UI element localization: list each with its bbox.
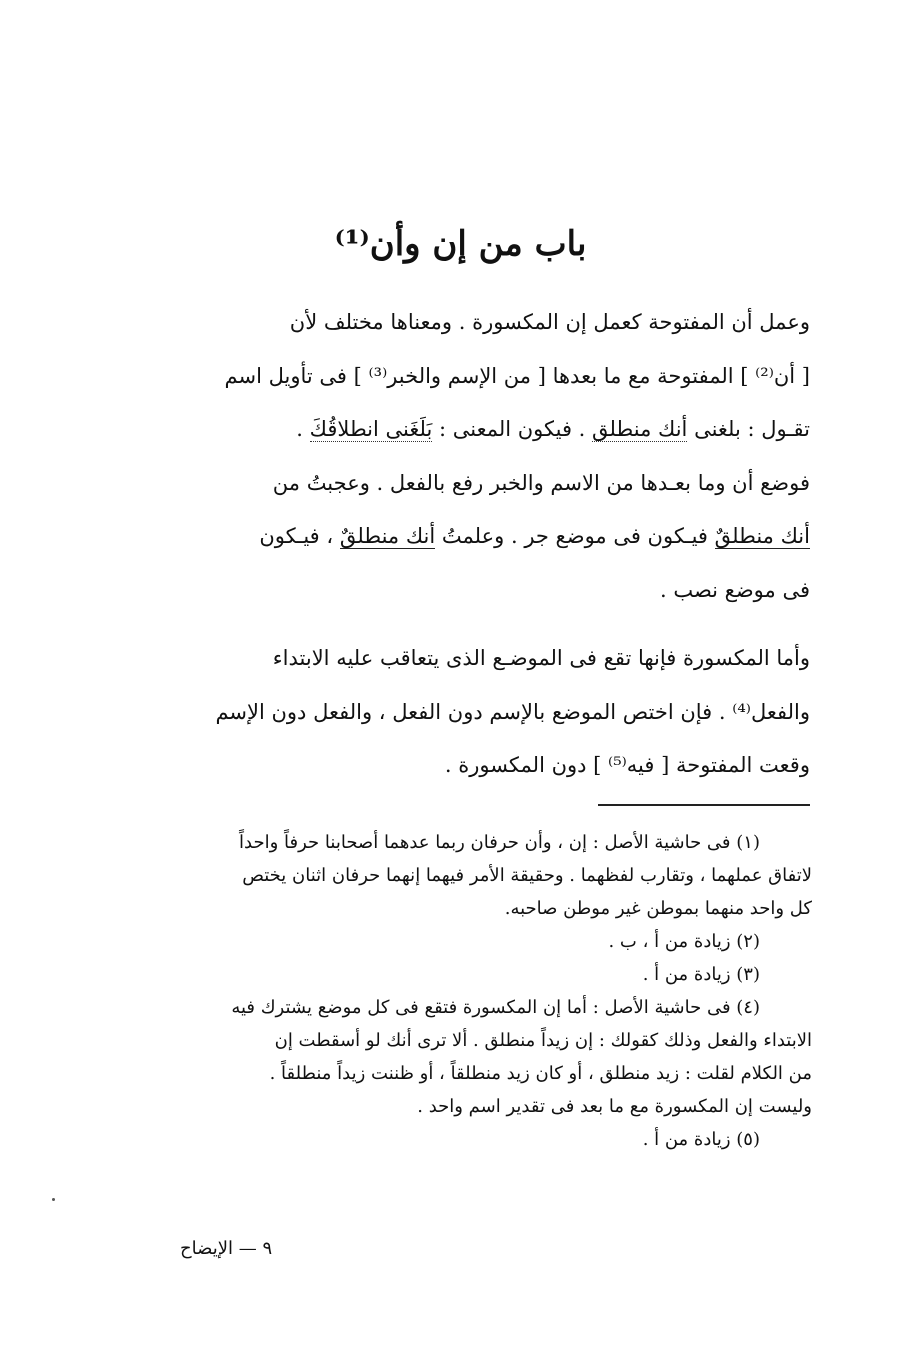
text-segment: . فيكون المعنى : bbox=[438, 417, 586, 441]
text-segment: تقـول : بلغنى bbox=[694, 417, 810, 441]
footnote-4-line: وليست إن المكسورة مع ما بعد فى تقدير اسم واحد . bbox=[417, 1096, 812, 1117]
page-footer: ٩ — الإيضاح bbox=[180, 1238, 273, 1259]
footnote-1-line: (١) فى حاشية الأصل : إن ، وأن حرفان ربما عدهما أصحابنا حرفاً واحداً bbox=[239, 832, 760, 853]
paragraph-line: والفعل⁽⁴⁾ . فإن اختص الموضع بالإسم دون الفعل ، والفعل دون الإسم bbox=[215, 699, 810, 724]
main-paragraph-2 bbox=[145, 632, 810, 793]
scan-speck bbox=[52, 1198, 55, 1201]
footnote-4-line: الابتداء والفعل وذلك كقولك : إن زيداً منطلق . ألا ترى أنك لو أسقطت إن bbox=[274, 1030, 812, 1051]
text-segment: فيـكون فى موضع جر . وعلمتُ bbox=[441, 524, 708, 548]
underlined-phrase: أنك منطلقٌ bbox=[714, 524, 810, 548]
page-title: باب من إن وأن⁽¹⁾ bbox=[334, 224, 587, 264]
footnote-divider bbox=[598, 804, 810, 806]
paragraph-line: وعمل أن المفتوحة كعمل إن المكسورة . ومعناها مختلف لأن bbox=[289, 310, 810, 334]
footnote-3: (٣) زيادة من أ . bbox=[642, 964, 760, 985]
paragraph-line: وأما المكسورة فإنها تقع فى الموضـع الذى يتعاقب عليه الابتداء bbox=[272, 646, 810, 670]
underlined-phrase: أنك منطلق bbox=[592, 417, 688, 441]
text-segment: ، فيـكون bbox=[259, 524, 334, 548]
footnote-2: (٢) زيادة من أ ، ب . bbox=[608, 931, 760, 952]
main-paragraph-1 bbox=[145, 296, 810, 617]
paragraph-line: [ أن⁽²⁾ ] المفتوحة مع ما بعدها [ من الإسم والخبر⁽³⁾ ] فى تأويل اسم bbox=[224, 363, 810, 388]
footnote-1-line: كل واحد منهما بموطن غير موطن صاحبه. bbox=[504, 898, 812, 919]
underlined-phrase: بَلَغَنى انطلاقُكَ bbox=[309, 417, 433, 441]
footnotes bbox=[145, 826, 812, 1156]
footnote-5: (٥) زيادة من أ . bbox=[642, 1129, 760, 1150]
paragraph-line bbox=[145, 403, 810, 457]
paragraph-line: فوضع أن وما بعـدها من الاسم والخبر رفع بالفعل . وعجبتُ من bbox=[272, 470, 810, 495]
paragraph-line bbox=[145, 510, 810, 564]
footnote-4-line: من الكلام لقلت : زيد منطلق ، أو كان زيد منطلقاً ، أو ظننت زيداً منطلقاً . bbox=[269, 1063, 812, 1084]
footnote-1-line: لاتفاق عملهما ، وتقارب لفظهما . وحقيقة الأمر فيهما إنهما حرفان اثنان يختص bbox=[242, 865, 812, 886]
footnote-4-line: (٤) فى حاشية الأصل : أما إن المكسورة فتقع فى كل موضع يشترك فيه bbox=[231, 997, 760, 1018]
underlined-phrase: أنك منطلقٌ bbox=[339, 524, 436, 548]
paragraph-line: وقعت المفتوحة [ فيه⁽⁵⁾ ] دون المكسورة . bbox=[444, 753, 810, 777]
paragraph-line: فى موضع نصب . bbox=[659, 577, 810, 602]
text-segment: . bbox=[296, 417, 303, 441]
